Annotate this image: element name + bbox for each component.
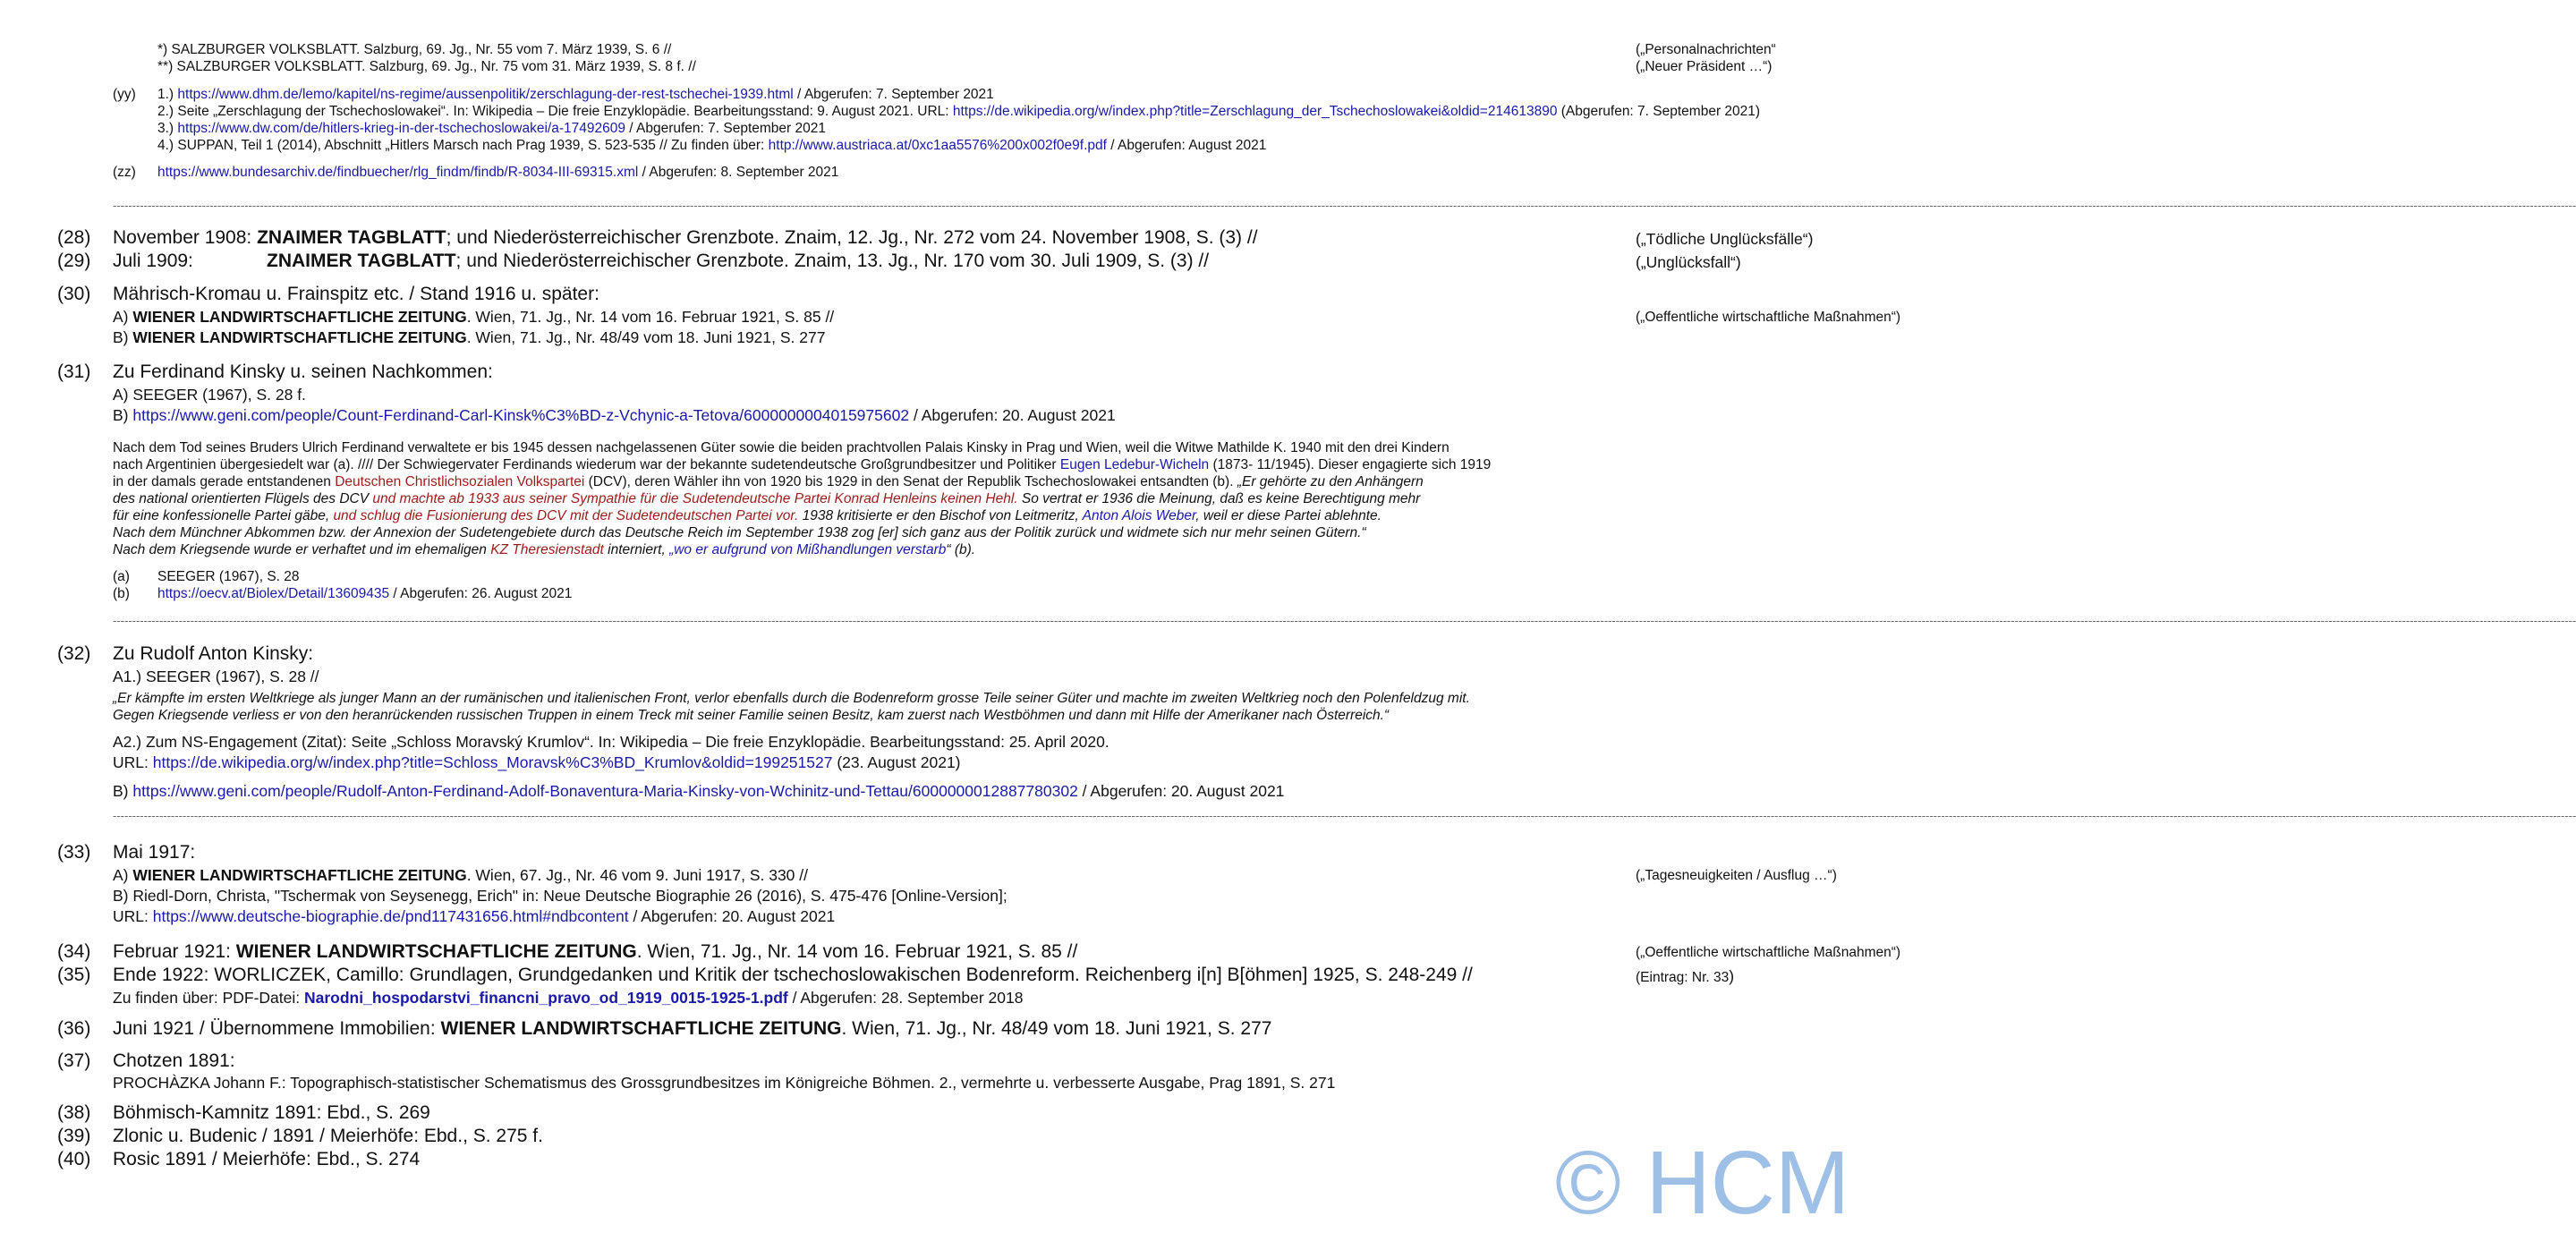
entry-35-text: Ende 1922: WORLICZEK, Camillo: Grundlagen, Grundgedanken und Kritik der tschechoslowakischen Bodenreform. Reichenberg i[n] B[öhmen] 1925, S. 248-249 //	[113, 965, 1473, 985]
separator-line: ------------------------------------------------------------------------------------------------------------------------------------------------------------------------------------------------------------------------------------------------------------------------------------------------------------------------------------------------------------------------------------------------------------------------------------------------------------------------------------------------------------------------------------------------------------------------------------------------------------------------------------------------------------	[113, 199, 2576, 212]
ref-salzburger-1: *) SALZBURGER VOLKSBLATT. Salzburg, 69. Jg., Nr. 55 vom 7. März 1939, S. 6 //	[157, 42, 672, 57]
entry-34-note: („Oeffentliche wirtschaftliche Maßnahmen“)	[1636, 945, 1901, 960]
entry-30-a-source: WIENER LANDWIRTSCHAFTLICHE ZEITUNG	[132, 308, 467, 326]
entry-31-b-link[interactable]: https://www.geni.com/people/Count-Ferdinand-Carl-Kinsk%C3%BD-z-Vchynic-a-Tetova/6000000004015975602	[132, 406, 910, 424]
theresienstadt-link[interactable]: KZ Theresienstadt	[490, 542, 604, 557]
entry-28-detail: ; und Niederösterreichischer Grenzbote. Znaim, 12. Jg., Nr. 272 vom 24. November 1908, S. (3) //	[446, 227, 1258, 248]
entry-33-a-label: A)	[113, 866, 133, 884]
yy-item-4-suffix: / Abgerufen: August 2021	[1106, 138, 1267, 153]
ref-a-text: SEEGER (1967), S. 28	[157, 569, 300, 584]
ref-a-tag: (a)	[113, 569, 130, 584]
zz-item	[157, 164, 838, 181]
entry-28-number: (28)	[57, 227, 91, 248]
entry-29-source: ZNAIMER TAGBLATT	[267, 251, 456, 271]
yy-item-3	[157, 120, 826, 137]
ref-salzburger-2-note: („Neuer Präsident …“)	[1636, 59, 1773, 74]
entry-31-b-label: B)	[113, 406, 133, 424]
entry-29-detail: ; und Niederösterreichischer Grenzbote. Znaim, 13. Jg., Nr. 170 vom 30. Juli 1909, S. (3) //	[455, 251, 1210, 271]
p7-text: Nach dem Kriegsende wurde er verhaftet und im ehemaligen	[113, 542, 491, 557]
yy-item-4-link[interactable]: http://www.austriaca.at/0xc1aa5576%200x002f0e9f.pdf	[768, 138, 1107, 153]
entry-32-url-suffix: (23. August 2021)	[832, 753, 961, 771]
yy-item-3-link[interactable]: https://www.dw.com/de/hitlers-krieg-in-der-tschechoslowakei/a-17492609	[177, 121, 625, 136]
entry-38-number: (38)	[57, 1102, 91, 1123]
entry-32-quote-2: Gegen Kriegsende verliess er von den heranrückenden russischen Truppen in einem Treck mit seiner Familie seinen Besitz, kam zuerst nach Westböhmen und dann mit Hilfe der Amerikaner nach Österreich.“	[113, 708, 1390, 723]
p5-highlight: und schlug die Fusionierung des DCV mit der Sudetendeutschen Partei vor.	[333, 508, 799, 523]
entry-36-date: Juni 1921 / Übernommene Immobilien:	[113, 1018, 441, 1039]
entry-35-number: (35)	[57, 965, 91, 985]
entry-32-url-link[interactable]: https://de.wikipedia.org/w/index.php?title=Schloss_Moravsk%C3%BD_Krumlov&oldid=199251527	[152, 753, 833, 771]
entry-32-url	[113, 753, 961, 773]
entry-37-sub: PROCHÀZKA Johann F.: Topographisch-statistischer Schematismus des Grossgrundbesitzes im Königreiche Böhmen. 2., vermehrte u. verbesserte Ausgabe, Prag 1891, S. 271	[113, 1074, 1336, 1092]
p4-highlight: und machte ab 1933 aus seiner Sympathie für die Sudetendeutsche Partei Konrad Henleins keinen Hehl.	[372, 491, 1018, 506]
ref-b-text	[157, 585, 572, 602]
entry-31-para-line-2	[113, 456, 1491, 473]
entry-35-note-close: )	[1729, 967, 1735, 985]
entry-31-para-line-4	[113, 490, 1420, 507]
entry-40-number: (40)	[57, 1149, 91, 1169]
yy-item-2-suffix: (Abgerufen: 7. September 2021)	[1557, 104, 1761, 119]
entry-29-number: (29)	[57, 251, 91, 271]
entry-30-heading: Mährisch-Kromau u. Frainspitz etc. / Stand 1916 u. später:	[113, 284, 599, 304]
entry-36-source: WIENER LANDWIRTSCHAFTLICHE ZEITUNG	[440, 1018, 842, 1039]
entry-30-b-detail: . Wien, 71. Jg., Nr. 48/49 vom 18. Juni 1921, S. 277	[466, 328, 826, 346]
entry-37-number: (37)	[57, 1050, 91, 1071]
entry-31-para-line-5	[113, 507, 1382, 524]
entry-33-url-suffix: / Abgerufen: 20. August 2021	[628, 907, 836, 925]
entry-31-a: A) SEEGER (1967), S. 28 f.	[113, 386, 306, 404]
yy-item-4	[157, 137, 1266, 154]
entry-31-number: (31)	[57, 361, 91, 382]
entry-36-number: (36)	[57, 1018, 91, 1039]
entry-33-url	[113, 906, 835, 927]
entry-33-url-link[interactable]: https://www.deutsche-biographie.de/pnd117431656.html#ndbcontent	[152, 907, 629, 925]
yy-item-1-prefix: 1.)	[157, 87, 178, 102]
entry-30-number: (30)	[57, 284, 91, 304]
p4-text: des national orientierten Flügels des DCV	[113, 491, 373, 506]
entry-32-b	[113, 781, 1284, 802]
entry-38-text: Böhmisch-Kamnitz 1891: Ebd., S. 269	[113, 1102, 430, 1123]
entry-31-para-line-7	[113, 541, 975, 558]
entry-34-number: (34)	[57, 941, 91, 962]
ledebur-link[interactable]: Eugen Ledebur-Wicheln	[1059, 457, 1210, 472]
ref-salzburger-1-note: („Personalnachrichten“	[1636, 42, 1776, 57]
p7-mid: interniert,	[603, 542, 670, 557]
entry-35-note	[1636, 966, 1734, 987]
entry-32-a2: A2.) Zum NS-Engagement (Zitat): Seite „Schloss Moravský Krumlov“. In: Wikipedia – Die freie Enzyklopädie. Bearbeitungsstand: 25. April 2020.	[113, 733, 1109, 751]
yy-item-2-link[interactable]: https://de.wikipedia.org/w/index.php?title=Zerschlagung_der_Tschechoslowakei&oldid=214613890	[952, 104, 1558, 119]
p2-tail: (1873- 11/1945). Dieser engagierte sich 1919	[1209, 457, 1492, 472]
p7-tail: “ (b).	[946, 542, 976, 557]
separator-short: ------------------------------------------------------------------------------------------------------------------------------------------------------------------------------------------------------------------------------------------------------------------------------------------------------------------------------------------------------------------------------------------------------------------------------------------------------------------------------------------------------------------------------------------------------------------------------------------------------------------------------------------------------------	[113, 614, 2576, 627]
entry-36-text	[113, 1017, 1271, 1041]
p5-mid: 1938 kritisierte er den Bischof von Leitmeritz,	[798, 508, 1083, 523]
entry-31-para-line-1: Nach dem Tod seines Bruders Ulrich Ferdinand verwaltete er bis 1945 dessen nachgelassenen Güter sowie die beiden prachtvollen Palais Kinsky in Prag und Wien, weil die Witwe Mathilde K. 1940 mit den drei Kindern	[113, 440, 1450, 455]
entry-31-para-line-6: Nach dem Münchner Abkommen bzw. der Annexion der Sudetengebiete durch das Deutsche Reich im September 1938 zog [er] sich ganz aus der Politik zurück und widmete sich nur mehr seinen Gütern.“	[113, 525, 1366, 540]
entry-32-number: (32)	[57, 643, 91, 664]
entry-29-note: („Unglücksfall“)	[1636, 253, 1741, 271]
entry-29-date: Juli 1909:	[113, 251, 193, 271]
entry-31-b-suffix: / Abgerufen: 20. August 2021	[909, 406, 1116, 424]
yy-item-2	[157, 103, 1760, 120]
p3-quote: „Er gehörte zu den Anhängern	[1237, 474, 1424, 489]
yy-item-3-suffix: / Abgerufen: 7. September 2021	[625, 121, 826, 136]
entry-32-b-label: B)	[113, 782, 133, 800]
ref-salzburger-2: **) SALZBURGER VOLKSBLATT. Salzburg, 69. Jg., Nr. 75 vom 31. März 1939, S. 8 f. //	[157, 59, 696, 74]
entry-33-a-source: WIENER LANDWIRTSCHAFTLICHE ZEITUNG	[132, 866, 467, 884]
entry-32-a1: A1.) SEEGER (1967), S. 28 //	[113, 668, 319, 685]
entry-30-b-label: B)	[113, 328, 133, 346]
entry-30-a-note: („Oeffentliche wirtschaftliche Maßnahmen“)	[1636, 310, 1901, 325]
entry-39-number: (39)	[57, 1126, 91, 1146]
copyright-watermark: © HCM	[1555, 1133, 1850, 1233]
entry-31-para-line-3	[113, 473, 1424, 490]
entry-35-sub-suffix: / Abgerufen: 28. September 2018	[787, 989, 1024, 1007]
entry-34-text	[113, 940, 1077, 964]
entry-32-heading: Zu Rudolf Anton Kinsky:	[113, 643, 314, 664]
p2-text: nach Argentinien übergesiedelt war (a). //// Der Schwiegervater Ferdinands wiederum war der bekannte sudetendeutsche Großgrundbesitzer und Politiker	[113, 457, 1060, 472]
p5-text: für eine konfessionelle Partei gäbe,	[113, 508, 334, 523]
yy-tag: (yy)	[113, 87, 136, 102]
entry-35-note-text: (Eintrag: Nr. 33	[1636, 970, 1730, 985]
entry-32-quote-1: „Er kämpfte im ersten Weltkriege als junger Mann an der rumänischen und italienischen Front, verlor ebenfalls durch die Bodenreform grosse Teile seiner Güter und machte im zweiten Weltkrieg noch den Polenfeldzug mit.	[113, 691, 1470, 706]
entry-33-a	[113, 865, 808, 886]
yy-item-1-link[interactable]: https://www.dhm.de/lemo/kapitel/ns-regime/aussenpolitik/zerschlagung-der-rest-tschechei-1939.html	[177, 87, 794, 102]
entry-33-b: B) Riedl-Dorn, Christa, "Tschermak von Seysenegg, Erich" in: Neue Deutsche Biographie 26 (2016), S. 475-476 [Online-Version];	[113, 887, 1007, 905]
ref-b-suffix: / Abgerufen: 26. August 2021	[389, 586, 573, 601]
zz-link[interactable]: https://www.bundesarchiv.de/findbuecher/rlg_findm/findb/R-8034-III-69315.xml	[157, 165, 639, 180]
entry-31-heading: Zu Ferdinand Kinsky u. seinen Nachkommen:	[113, 361, 493, 382]
ref-b-link[interactable]: https://oecv.at/Biolex/Detail/13609435	[157, 586, 390, 601]
entry-32-b-link[interactable]: https://www.geni.com/people/Rudolf-Anton-Ferdinand-Adolf-Bonaventura-Maria-Kinsky-von-Wchinitz-und-Tettau/6000000012887780302	[132, 782, 1078, 800]
separator-line-2: ------------------------------------------------------------------------------------------------------------------------------------------------------------------------------------------------------------------------------------------------------------------------------------------------------------------------------------------------------------------------------------------------------------------------------------------------------------------------------------------------------------------------------------------------------------------------------------------------------------------------------------------------------------	[113, 809, 2576, 822]
entry-33-heading: Mai 1917:	[113, 842, 196, 863]
entry-40-text: Rosic 1891 / Meierhöfe: Ebd., S. 274	[113, 1149, 421, 1169]
yy-item-1	[157, 86, 994, 103]
entry-36-detail: . Wien, 71. Jg., Nr. 48/49 vom 18. Juni 1921, S. 277	[841, 1018, 1272, 1039]
dcv-link[interactable]: Deutschen Christlichsozialen Volkspartei	[335, 474, 585, 489]
entry-32-url-label: URL:	[113, 753, 153, 771]
entry-33-number: (33)	[57, 842, 91, 863]
entry-35-sub	[113, 988, 1023, 1008]
entry-34-detail: . Wien, 71. Jg., Nr. 14 vom 16. Februar 1921, S. 85 //	[636, 941, 1078, 962]
entry-33-url-label: URL:	[113, 907, 153, 925]
entry-30-a-detail: . Wien, 71. Jg., Nr. 14 vom 16. Februar 1921, S. 85 //	[466, 308, 835, 326]
entry-39-text: Zlonic u. Budenic / 1891 / Meierhöfe: Ebd., S. 275 f.	[113, 1126, 543, 1146]
entry-35-pdf-link[interactable]: Narodni_hospodarstvi_financni_pravo_od_1919_0015-1925-1.pdf	[303, 989, 788, 1007]
entry-35-sub-label: Zu finden über: PDF-Datei:	[113, 989, 304, 1007]
entry-30-b-source: WIENER LANDWIRTSCHAFTLICHE ZEITUNG	[132, 328, 467, 346]
entry-28-note: („Tödliche Unglücksfälle“)	[1636, 230, 1814, 248]
entry-30-a	[113, 307, 834, 327]
yy-item-1-suffix: / Abgerufen: 7. September 2021	[793, 87, 994, 102]
entry-31-b	[113, 405, 1116, 426]
entry-28-text	[113, 226, 1258, 250]
entry-32-b-suffix: / Abgerufen: 20. August 2021	[1077, 782, 1285, 800]
entry-33-a-detail: . Wien, 67. Jg., Nr. 46 vom 9. Juni 1917, S. 330 //	[466, 866, 808, 884]
entry-34-date: Februar 1921:	[113, 941, 236, 962]
zz-tag: (zz)	[113, 165, 136, 180]
weber-link[interactable]: Anton Alois Weber	[1082, 508, 1196, 523]
entry-28-date: November 1908:	[113, 227, 258, 248]
entry-37-heading: Chotzen 1891:	[113, 1050, 235, 1071]
entry-34-source: WIENER LANDWIRTSCHAFTLICHE ZEITUNG	[235, 941, 637, 962]
p7-quote: „wo er aufgrund von Mißhandlungen verstarb	[669, 542, 947, 557]
yy-item-4-prefix: 4.) SUPPAN, Teil 1 (2014), Abschnitt „Hitlers Marsch nach Prag 1939, S. 523-535 // Zu finden über:	[157, 138, 769, 153]
p4-tail: So vertrat er 1936 die Meinung, daß es keine Berechtigung mehr	[1017, 491, 1421, 506]
entry-28-source: ZNAIMER TAGBLATT	[257, 227, 446, 248]
p5-tail: , weil er diese Partei ablehnte.	[1195, 508, 1382, 523]
entry-29-text	[267, 250, 1209, 273]
zz-suffix: / Abgerufen: 8. September 2021	[638, 165, 839, 180]
p3-text: in der damals gerade entstandenen	[113, 474, 336, 489]
entry-30-b	[113, 327, 825, 348]
entry-30-a-label: A)	[113, 308, 133, 326]
entry-33-a-note: („Tagesneuigkeiten / Ausflug …“)	[1636, 868, 1837, 883]
yy-item-3-prefix: 3.)	[157, 121, 178, 136]
ref-b-tag: (b)	[113, 586, 130, 601]
yy-item-2-prefix: 2.) Seite „Zerschlagung der Tschechoslowakei“. In: Wikipedia – Die freie Enzyklopädie. Bearbeitungsstand: 9. August 2021. URL:	[157, 104, 953, 119]
p3-mid: (DCV), deren Wähler ihn von 1920 bis 1929 in den Senat der Republik Tschechoslowakei entsandten (b).	[584, 474, 1237, 489]
